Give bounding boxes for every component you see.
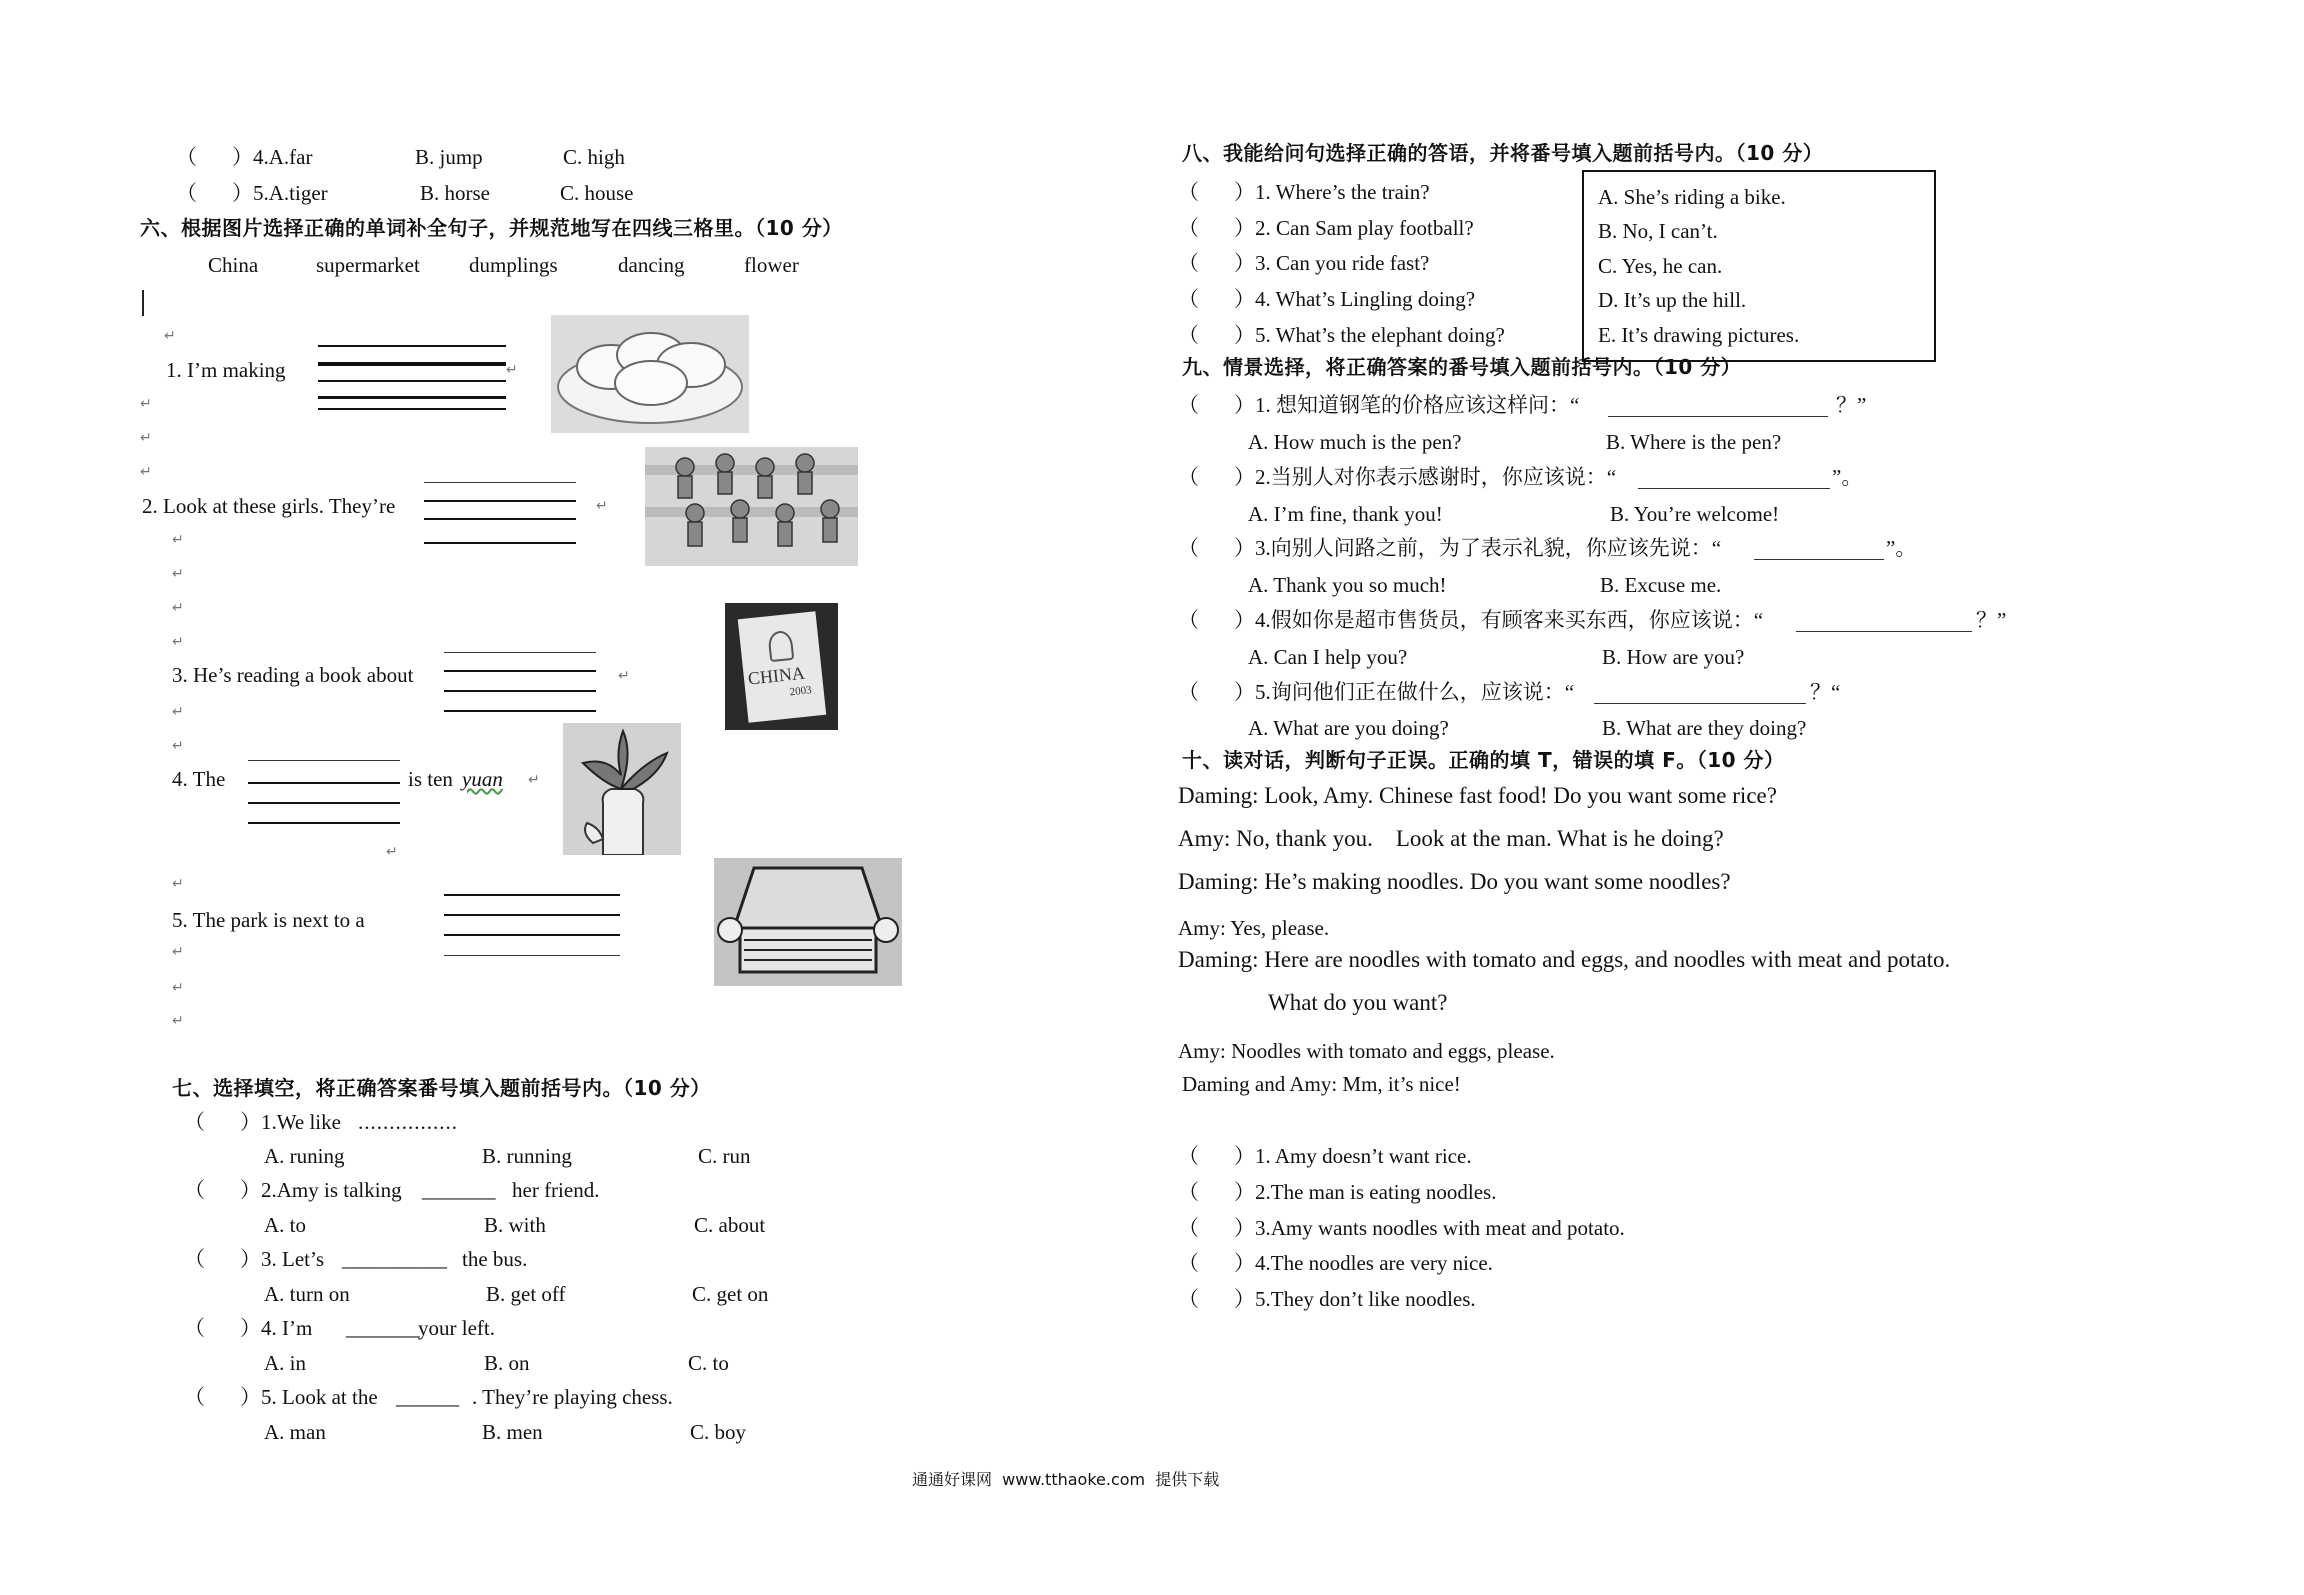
s6-q5: 5. The park is next to a: [172, 908, 365, 932]
china-sign-text: CHINA: [746, 662, 806, 689]
writing-line: [424, 482, 576, 483]
s7-q3-blank: __________: [342, 1247, 447, 1271]
paren: （: [184, 1178, 205, 1202]
s9-q3-b: B. Excuse me.: [1600, 573, 1722, 597]
return-mark: ↵: [140, 430, 152, 446]
s7-q3-after: the bus.: [462, 1247, 528, 1271]
writing-line: [318, 408, 506, 410]
s8-answer-c: C. Yes, he can.: [1598, 254, 1723, 278]
return-mark: ↵: [172, 532, 184, 548]
s8-q2: ）2. Can Sam play football?: [1234, 216, 1474, 240]
s9-q4: ）4.假如你是超市售货员，有顾客来买东西，你应该说：“: [1234, 608, 1764, 632]
writing-line: [444, 710, 596, 712]
s7-q2-b: B. with: [484, 1213, 546, 1237]
answer-blank: [1754, 559, 1884, 560]
cursor-mark: [142, 290, 144, 316]
s9-q3-a: A. Thank you so much!: [1248, 573, 1447, 597]
s7-q5: ）5. Look at the: [240, 1385, 378, 1409]
paren: （: [184, 1316, 205, 1340]
s9-q5-b: B. What are they doing?: [1602, 716, 1807, 740]
writing-line: [248, 802, 400, 804]
s6-q4-middle: is ten: [408, 767, 453, 791]
q5-item5: ）5.A.tiger: [232, 181, 328, 205]
dialogue-line-2: Amy: No, thank you. Look at the man. What is he doing?: [1178, 826, 1724, 851]
dumplings-image: [551, 315, 749, 433]
writing-line: [444, 690, 596, 692]
s7-q5-a: A. man: [264, 1420, 326, 1444]
dialogue-line-1: Daming: Look, Amy. Chinese fast food! Do you want some rice?: [1178, 783, 1777, 808]
s7-q1-a: A. runing: [264, 1144, 345, 1168]
dancing-girls-image: [645, 447, 858, 566]
section-10-title: 十、读对话，判断句子正误。正确的填 T，错误的填 F。（10 分）: [1182, 748, 1785, 772]
paren: （: [176, 181, 197, 205]
paren: （: [1178, 1144, 1199, 1168]
s8-answer-d: D. It’s up the hill.: [1598, 288, 1747, 312]
s9-q2-end: ”。: [1832, 465, 1863, 489]
paren: （: [1178, 1287, 1199, 1311]
paren: （: [1178, 465, 1199, 489]
writing-line: [424, 518, 576, 520]
paren: （: [1178, 180, 1199, 204]
paren: （: [1178, 1251, 1199, 1275]
s7-q3: ）3. Let’s: [240, 1247, 324, 1271]
s7-q2-c: C. about: [694, 1213, 766, 1237]
writing-line: [444, 955, 620, 956]
return-mark: ↵: [140, 464, 152, 480]
s8-q3: ）3. Can you ride fast?: [1234, 251, 1430, 275]
s9-q1-b: B. Where is the pen?: [1606, 430, 1782, 454]
writing-line: [444, 934, 620, 936]
s8-q1: ）1. Where’s the train?: [1234, 180, 1430, 204]
s8-q5: ）5. What’s the elephant doing?: [1234, 323, 1505, 347]
tf-statement-1: ）1. Amy doesn’t want rice.: [1234, 1144, 1472, 1168]
q5-item5-c: C. house: [560, 181, 634, 205]
dialogue-line-7: Amy: Noodles with tomato and eggs, please.: [1178, 1039, 1555, 1063]
s7-q2: ）2.Amy is talking: [240, 1178, 402, 1202]
answer-blank: [1594, 703, 1806, 704]
q5-item4: ）4.A.far: [232, 145, 313, 169]
return-mark: ↵: [386, 844, 398, 860]
writing-line: [444, 652, 596, 653]
s7-q1-c: C. run: [698, 1144, 751, 1168]
s7-q4: ）4. I’m: [240, 1316, 313, 1340]
tf-statement-4: ）4.The noodles are very nice.: [1234, 1251, 1493, 1275]
flower-image: [563, 723, 681, 855]
paren: （: [1178, 1180, 1199, 1204]
paren: （: [1178, 216, 1199, 240]
word-flower: flower: [744, 253, 799, 277]
s7-q2-after: her friend.: [512, 1178, 600, 1202]
writing-line: [318, 380, 506, 382]
section-7-title: 七、选择填空，将正确答案番号填入题前括号内。（10 分）: [172, 1076, 711, 1100]
answer-blank: [1796, 631, 1972, 632]
s7-q5-b: B. men: [482, 1420, 543, 1444]
footer-text: 通通好课网 www.tthaoke.com 提供下载: [912, 1470, 1220, 1489]
paren: （: [1178, 287, 1199, 311]
s9-q3: ）3.向别人问路之前，为了表示礼貌，你应该先说：“: [1234, 536, 1722, 560]
s7-q4-c: C. to: [688, 1351, 729, 1375]
china-book-image: [725, 603, 838, 730]
s7-q5-blank: ______: [396, 1385, 459, 1409]
s9-q5-end: ？“: [1810, 680, 1841, 704]
s7-q2-blank: _______: [422, 1178, 496, 1202]
s9-q3-end: ”。: [1886, 536, 1917, 560]
tf-statement-2: ）2.The man is eating noodles.: [1234, 1180, 1497, 1204]
paren: （: [184, 1247, 205, 1271]
s9-q2-b: B. You’re welcome!: [1610, 502, 1780, 526]
word-china: China: [208, 253, 259, 277]
s8-q4: ）4. What’s Lingling doing?: [1234, 287, 1476, 311]
s9-q1-end: ？”: [1836, 393, 1867, 417]
paren: （: [1178, 536, 1199, 560]
return-mark: ↵: [172, 738, 184, 754]
s7-q1: ）1.We like: [240, 1110, 341, 1134]
tf-statement-3: ）3.Amy wants noodles with meat and potato.: [1234, 1216, 1625, 1240]
supermarket-image: [714, 858, 902, 986]
s7-q4-blank: _______: [346, 1316, 420, 1340]
writing-line: [318, 345, 506, 347]
writing-line: [424, 542, 576, 544]
writing-line: [248, 822, 400, 824]
return-mark: ↵: [172, 634, 184, 650]
return-mark: ↵: [140, 396, 152, 412]
s7-q5-c: C. boy: [690, 1420, 747, 1444]
s8-answer-a: A. She’s riding a bike.: [1598, 185, 1786, 209]
dialogue-line-8: Daming and Amy: Mm, it’s nice!: [1182, 1072, 1461, 1096]
tf-statement-5: ）5.They don’t like noodles.: [1234, 1287, 1476, 1311]
writing-line: [424, 500, 576, 502]
s7-q4-a: A. in: [264, 1351, 306, 1375]
s9-q1: ）1. 想知道钢笔的价格应该这样问：“: [1234, 393, 1580, 417]
s7-q3-b: B. get off: [486, 1282, 566, 1306]
s6-q3: 3. He’s reading a book about: [172, 663, 414, 687]
s8-answer-b: B. No, I can’t.: [1598, 219, 1718, 243]
writing-line: [248, 782, 400, 784]
writing-line: [318, 396, 506, 399]
answer-blank: [1608, 416, 1828, 417]
return-mark: ↵: [596, 498, 608, 514]
s7-q4-b: B. on: [484, 1351, 530, 1375]
return-mark: ↵: [172, 944, 184, 960]
paren: （: [184, 1110, 205, 1134]
return-mark: ↵: [172, 980, 184, 996]
s6-q4-start: 4. The: [172, 767, 226, 791]
q5-item5-b: B. horse: [420, 181, 490, 205]
s9-q4-a: A. Can I help you?: [1248, 645, 1408, 669]
dialogue-line-4: Amy: Yes, please.: [1178, 916, 1330, 940]
paren: （: [184, 1385, 205, 1409]
s7-q3-c: C. get on: [692, 1282, 769, 1306]
section-6-title: 六、根据图片选择正确的单词补全句子，并规范地写在四线三格里。（10 分）: [140, 216, 843, 240]
writing-line: [248, 760, 400, 761]
return-mark: ↵: [618, 668, 630, 684]
section-8-title: 八、我能给问句选择正确的答语，并将番号填入题前括号内。（10 分）: [1182, 141, 1824, 165]
dialogue-line-6: What do you want?: [1268, 990, 1448, 1015]
paren: （: [1178, 680, 1199, 704]
return-mark: ↵: [172, 600, 184, 616]
word-dancing: dancing: [618, 253, 685, 277]
q5-item4-b: B. jump: [415, 145, 483, 169]
s7-q3-a: A. turn on: [264, 1282, 350, 1306]
s8-answer-e: E. It’s drawing pictures.: [1598, 323, 1800, 347]
return-mark: ↵: [172, 1013, 184, 1029]
s9-q2: ）2.当别人对你表示感谢时，你应该说：“: [1234, 465, 1617, 489]
paren: （: [1178, 393, 1199, 417]
return-mark: ↵: [528, 772, 540, 788]
writing-line: [444, 670, 596, 672]
s9-q4-b: B. How are you?: [1602, 645, 1745, 669]
return-mark: ↵: [164, 328, 176, 344]
paren: （: [1178, 608, 1199, 632]
s9-q5-a: A. What are you doing?: [1248, 716, 1449, 740]
writing-line: [444, 914, 620, 916]
dialogue-line-3: Daming: He’s making noodles. Do you want some noodles?: [1178, 869, 1731, 894]
paren: （: [1178, 323, 1199, 347]
return-mark: ↵: [172, 566, 184, 582]
s7-q5-after: . They’re playing chess.: [472, 1385, 673, 1409]
s6-q2: 2. Look at these girls. They’re: [142, 494, 396, 518]
word-supermarket: supermarket: [316, 253, 420, 277]
paren: （: [176, 145, 197, 169]
paren: （: [1178, 1216, 1199, 1240]
answer-blank: [1638, 488, 1830, 489]
s9-q2-a: A. I’m fine, thank you!: [1248, 502, 1443, 526]
s7-q4-after: your left.: [418, 1316, 495, 1340]
s9-q5: ）5.询问他们正在做什么，应该说：“: [1234, 680, 1575, 704]
word-dumplings: dumplings: [469, 253, 558, 277]
s9-q1-a: A. How much is the pen?: [1248, 430, 1462, 454]
return-mark: ↵: [506, 362, 518, 378]
s7-q2-a: A. to: [264, 1213, 306, 1237]
return-mark: ↵: [172, 876, 184, 892]
paren: （: [1178, 251, 1199, 275]
return-mark: ↵: [172, 704, 184, 720]
section-9-title: 九、情景选择，将正确答案的番号填入题前括号内。（10 分）: [1182, 355, 1742, 379]
s7-q1-blank: ................: [358, 1110, 458, 1134]
dialogue-line-5: Daming: Here are noodles with tomato and eggs, and noodles with meat and potato.: [1178, 947, 1951, 972]
writing-line: [318, 362, 506, 366]
s9-q4-end: ？”: [1976, 608, 2007, 632]
q5-item4-c: C. high: [563, 145, 625, 169]
china-year-text: 2003: [789, 684, 813, 699]
s6-q4-yuan: yuan: [462, 767, 503, 791]
s6-q1: 1. I’m making: [166, 358, 286, 382]
s7-q1-b: B. running: [482, 1144, 572, 1168]
writing-line: [444, 894, 620, 896]
